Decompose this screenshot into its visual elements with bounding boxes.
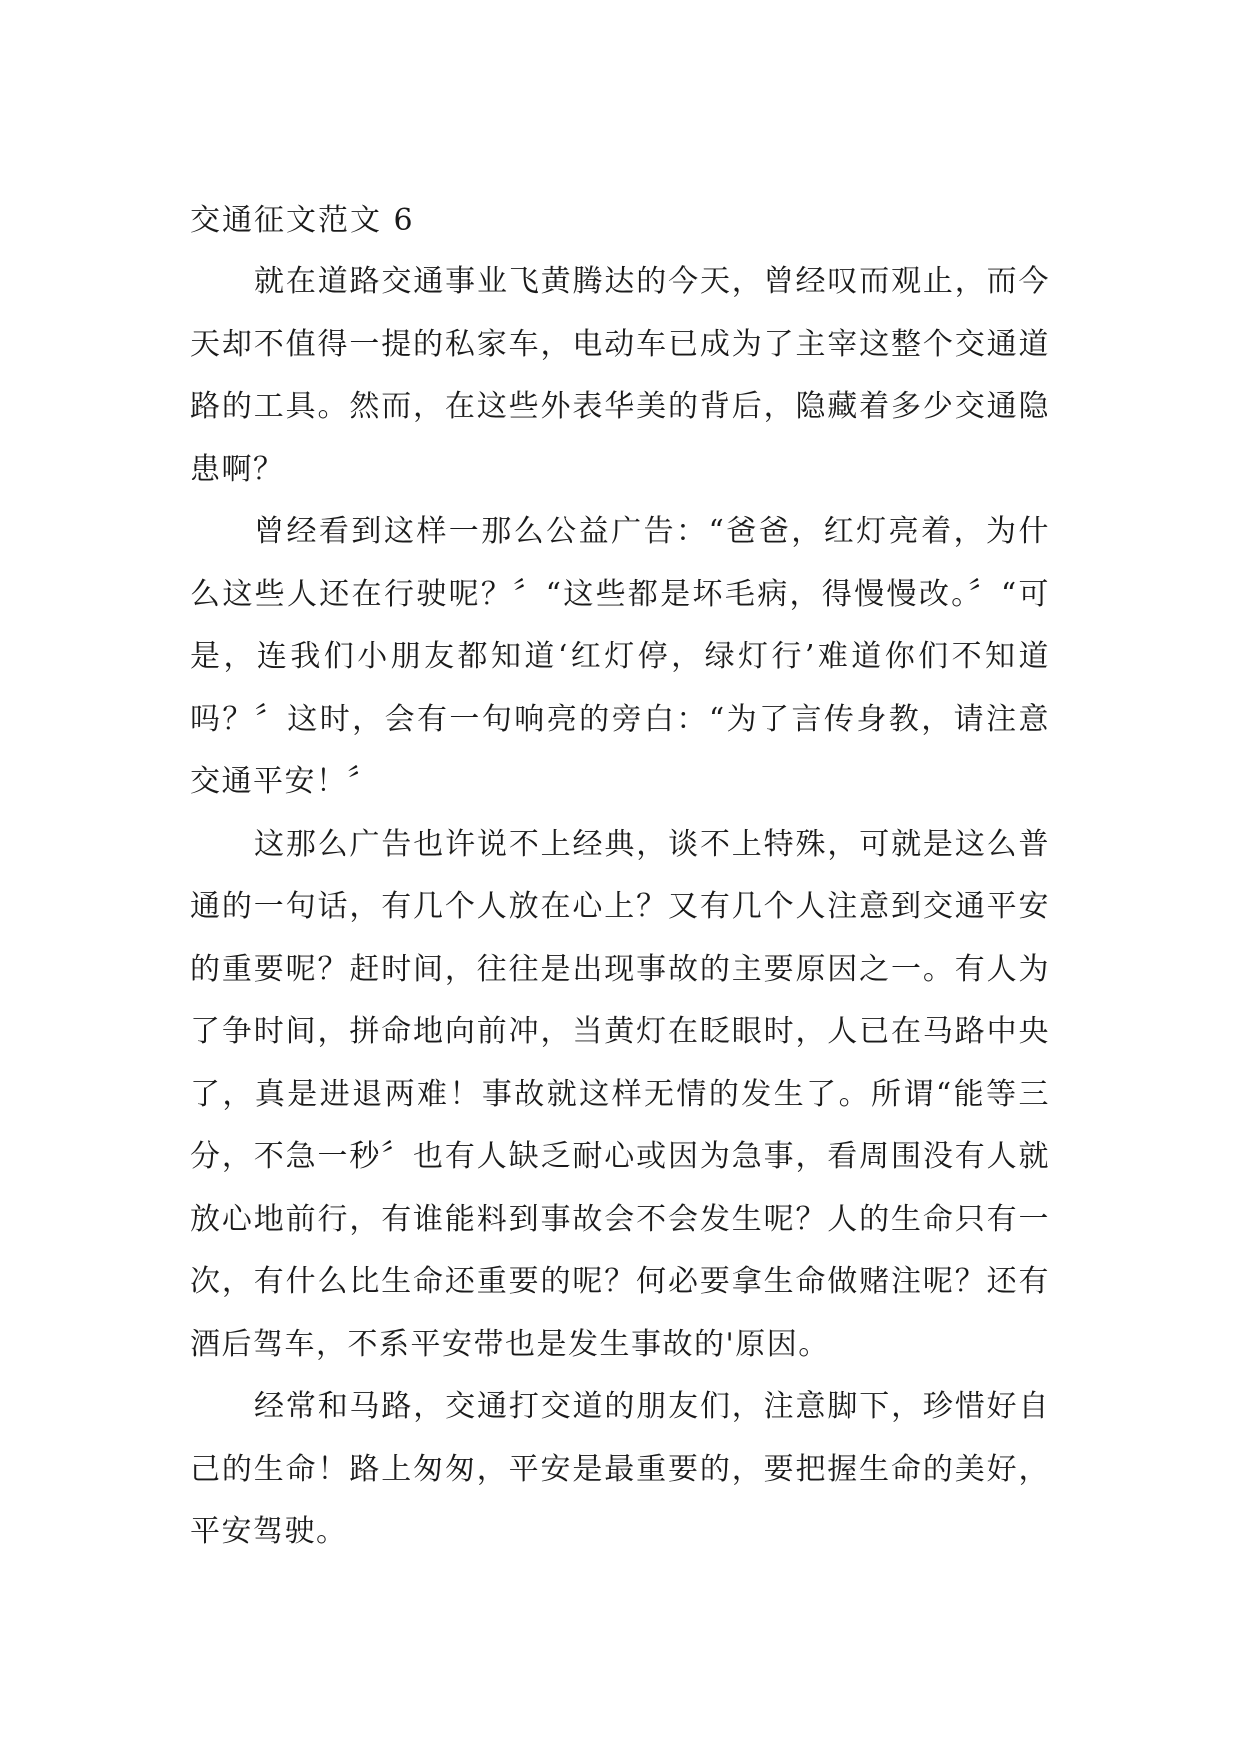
paragraph-4: 经常和马路，交通打交道的朋友们，注意脚下，珍惜好自己的生命！路上匆匆，平安是最重要的，要把握生命的美好，平安驾驶。	[190, 1389, 1050, 1549]
document-body	[190, 191, 1050, 1564]
paragraph-1: 就在道路交通事业飞黄腾达的今天，曾经叹而观止，而今天却不值得一提的私家车，电动车已成为了主宰这整个交通道路的工具。然而，在这些外表华美的背后，隐藏着多少交通隐患啊？	[190, 264, 1050, 487]
document-title: 交通征文范文 6	[190, 203, 415, 238]
paragraph-2: 曾经看到这样一那么公益广告：“爸爸，红灯亮着，为什么这些人还在行驶呢？〞“这些都是坏毛病，得慢慢改。〞“可是，连我们小朋友都知道‘红灯停，绿灯行’难道你们不知道吗？〞这时，会有一句响亮的旁白：“为了言传身教，请注意交通平安！〞	[190, 514, 1050, 799]
paragraph-3: 这那么广告也许说不上经典，谈不上特殊，可就是这么普通的一句话，有几个人放在心上？又有几个人注意到交通平安的重要呢？赶时间，往往是出现事故的主要原因之一。有人为了争时间，拼命地向前冲，当黄灯在眨眼时，人已在马路中央了，真是进退两难！事故就这样无情的发生了。所谓“能等三分，不急一秒〞也有人缺乏耐心或因为急事，看周围没有人就放心地前行，有谁能料到事故会不会发生呢？人的生命只有一次，有什么比生命还重要的呢？何必要拿生命做赌注呢？还有酒后驾车，不系平安带也是发生事故的'原因。	[190, 826, 1050, 1362]
